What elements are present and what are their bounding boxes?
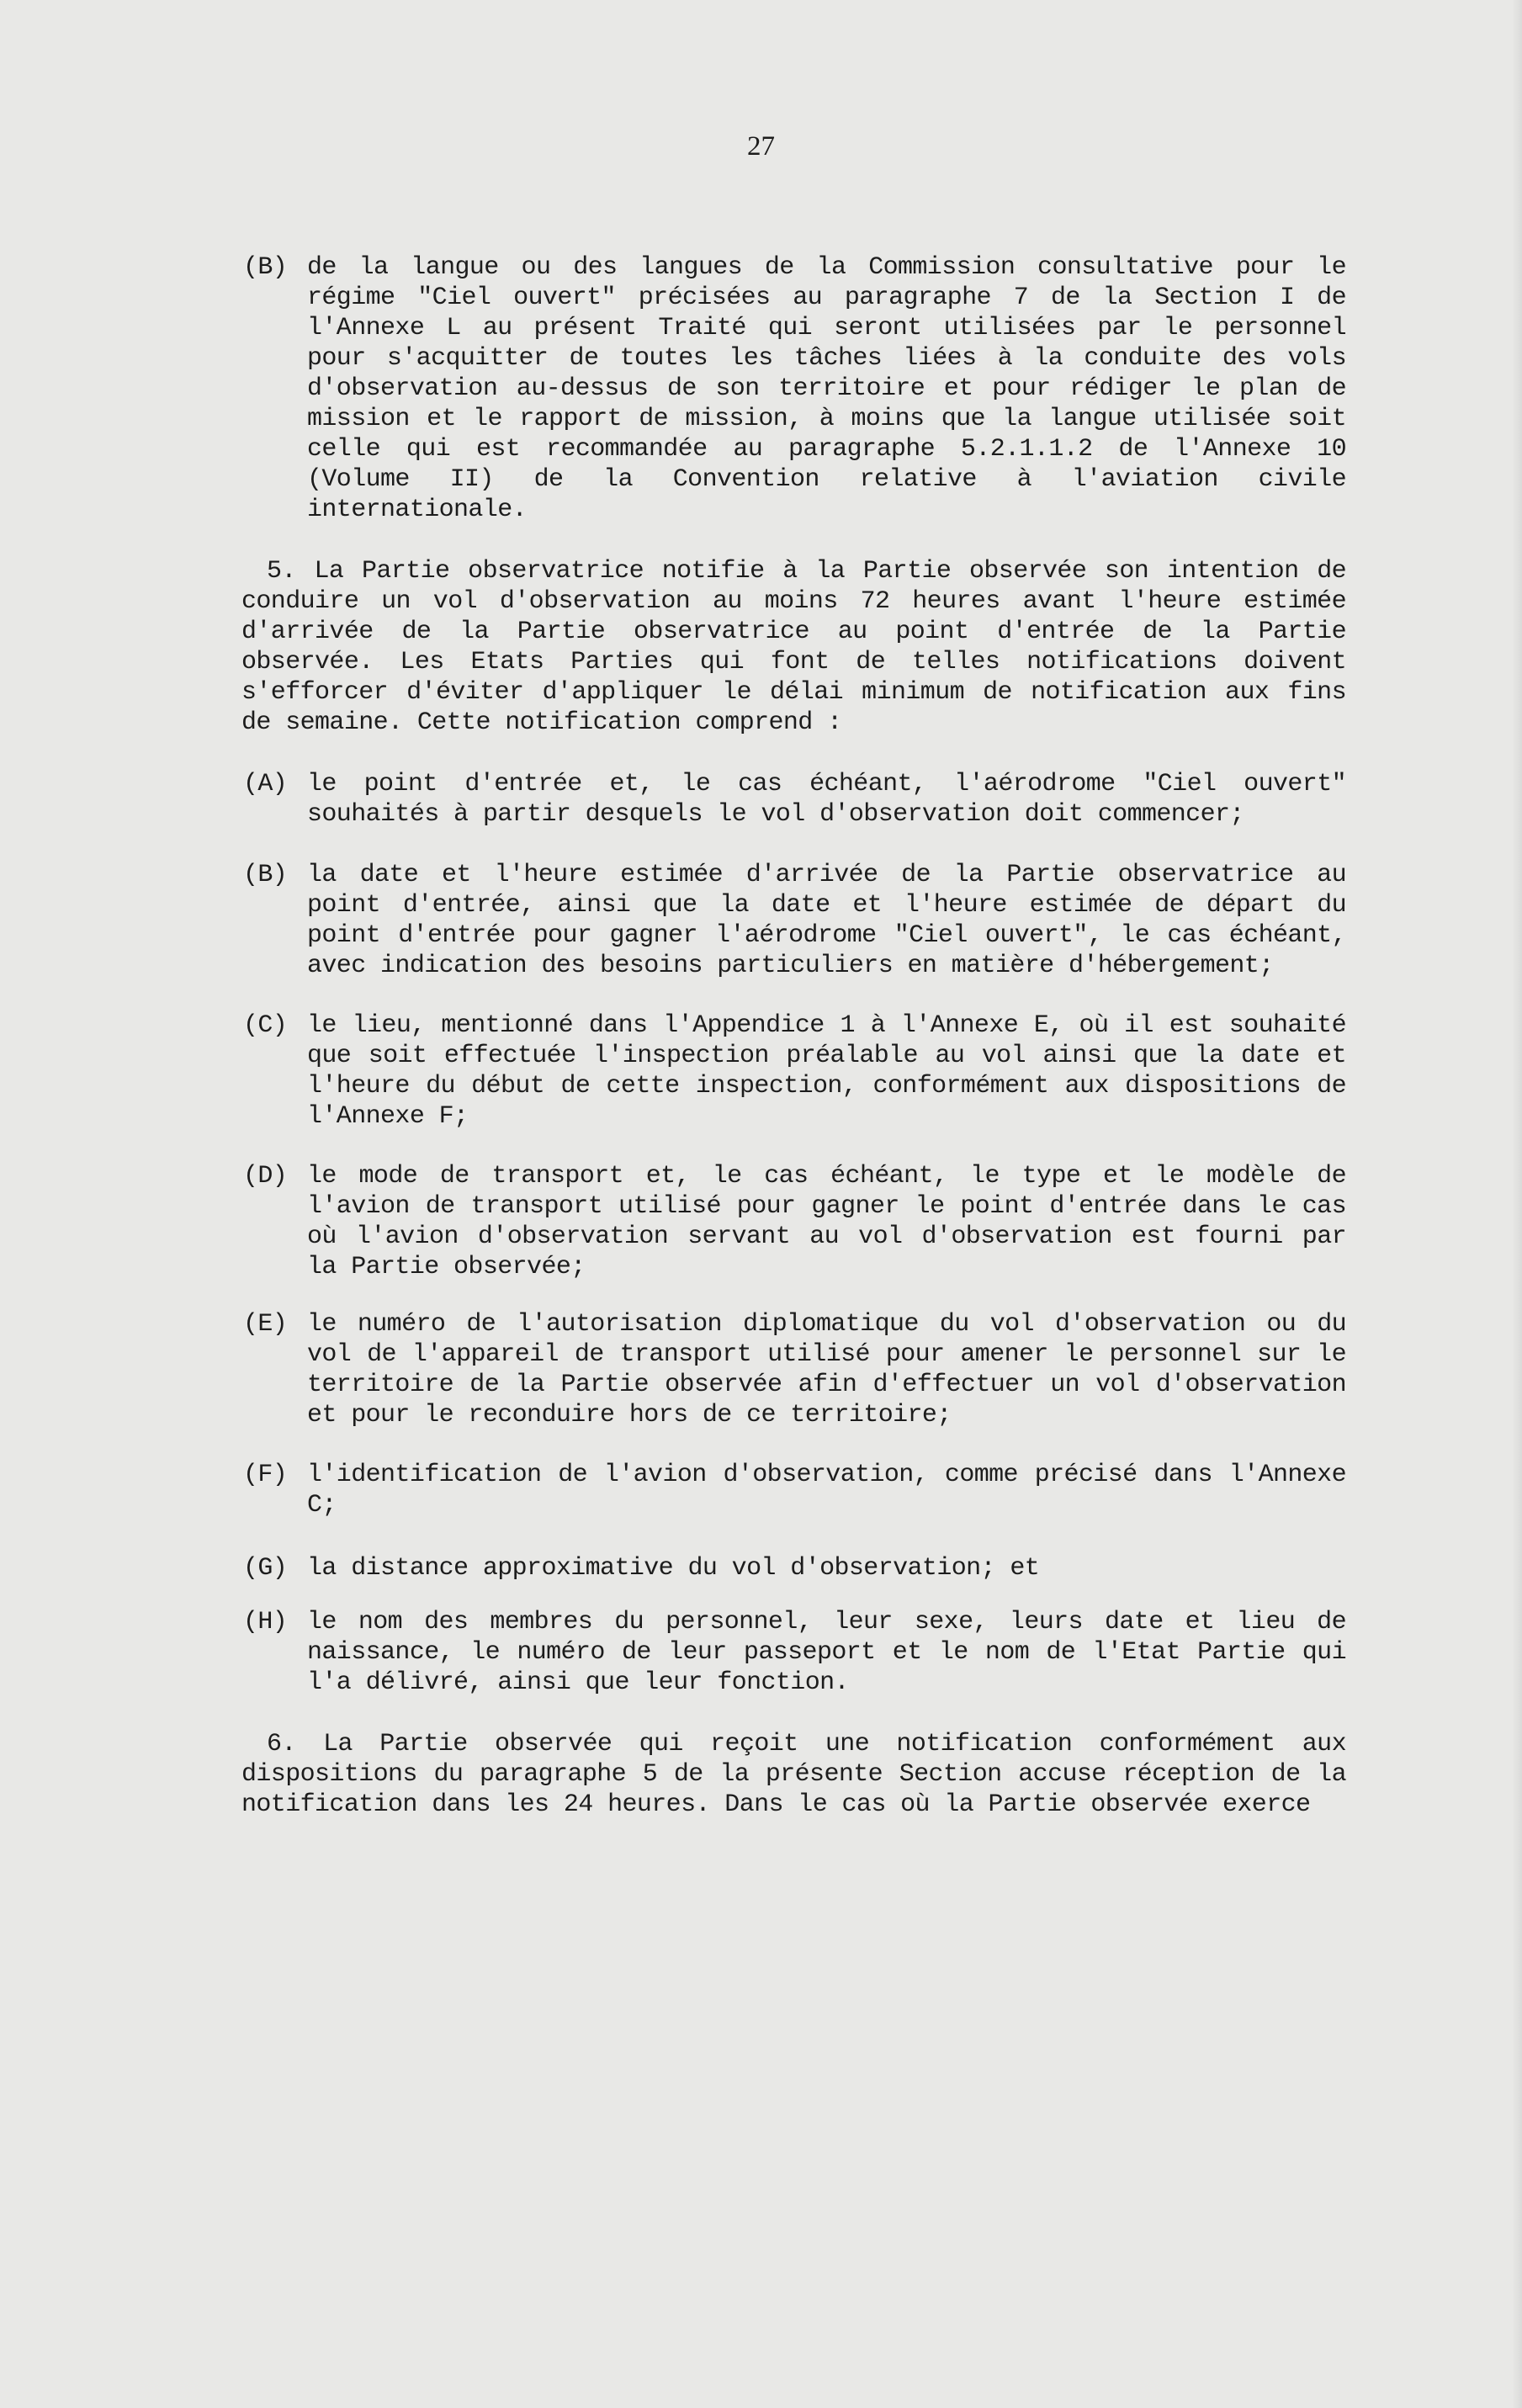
paragraph-6: 6. La Partie observée qui reçoit une notification conformément aux dispositions du paragraphe 5 de la présente Section accuse réception de la notification dans les 24 heures. Dans le cas où la Partie observée exerce xyxy=(241,1730,1346,1819)
page-edge-shadow xyxy=(1512,0,1522,2408)
list-item-f xyxy=(243,1460,1346,1520)
list-item-text: la distance approximative du vol d'observation; et xyxy=(307,1554,1040,1583)
list-item-h xyxy=(243,1607,1346,1698)
list-item-c xyxy=(243,1010,1346,1132)
list-item-text: le lieu, mentionné dans l'Appendice 1 à l'Annexe E, où il est souhaité que soit effectuée l'inspection préalable au vol ainsi que la date et l'heure du début de cette inspection, conformément aux dispositions de l'Annexe F; xyxy=(307,1011,1346,1131)
list-item-text: le mode de transport et, le cas échéant, le type et le modèle de l'avion de transport utilisé pour gagner le point d'entrée dans le cas où l'avion d'observation servant au vol d'observation est fourni par la Partie observée; xyxy=(307,1162,1346,1281)
list-item-g xyxy=(243,1553,1346,1583)
list-item-label: (B) xyxy=(243,253,288,282)
list-item-b xyxy=(243,860,1346,981)
list-item-text: le point d'entrée et, le cas échéant, l'aérodrome "Ciel ouvert" souhaités à partir desquels le vol d'observation doit commencer; xyxy=(307,770,1346,829)
list-item-label: (H) xyxy=(243,1608,288,1636)
list-item-text: l'identification de l'avion d'observation, comme précisé dans l'Annexe C; xyxy=(307,1461,1346,1520)
list-item-label: (D) xyxy=(243,1162,288,1191)
page-number: 27 xyxy=(747,131,775,162)
paragraph-5: 5. La Partie observatrice notifie à la Partie observée son intention de conduire un vol d'observation au moins 72 heures avant l'heure estimée d'arrivée de la Partie observatrice au point d'entrée de la Partie observée. Les Etats Parties qui font de telles notifications doivent s'efforcer d'éviter d'appliquer le délai minimum de notification aux fins de semaine. Cette notification comprend : xyxy=(241,557,1346,737)
list-item-text: le numéro de l'autorisation diplomatique du vol d'observation ou du vol de l'appareil de transport utilisé pour amener le personnel sur le territoire de la Partie observée afin d'effectuer un vol d'observation et pour le reconduire hors de ce territoire; xyxy=(307,1310,1346,1429)
list-item-b-continued xyxy=(243,252,1346,525)
list-item-label: (B) xyxy=(243,861,288,889)
list-item-a xyxy=(243,769,1346,830)
list-item-label: (C) xyxy=(243,1011,288,1040)
list-item-text: de la langue ou des langues de la Commission consultative pour le régime "Ciel ouvert" précisées au paragraphe 7 de la Section I de l'Annexe L au présent Traité qui seront utilisées par le personnel pour s'acquitter de toutes les tâches liées à la conduite des vols d'observation au-dessus de son territoire et pour rédiger le plan de mission et le rapport de mission, à moins que la langue utilisée soit celle qui est recommandée au paragraphe 5.2.1.1.2 de l'Annexe 10 (Volume II) de la Convention relative à l'aviation civile internationale. xyxy=(307,253,1346,524)
list-item-text: la date et l'heure estimée d'arrivée de la Partie observatrice au point d'entrée, ainsi que la date et l'heure estimée de départ du point d'entrée pour gagner l'aérodrome "Ciel ouvert", le cas échéant, avec indication des besoins particuliers en matière d'hébergement; xyxy=(307,861,1346,980)
list-item-label: (G) xyxy=(243,1554,288,1583)
list-item-label: (A) xyxy=(243,770,288,798)
list-item-text: le nom des membres du personnel, leur sexe, leurs date et lieu de naissance, le numéro de leur passeport et le nom de l'Etat Partie qui l'a délivré, ainsi que leur fonction. xyxy=(307,1608,1346,1697)
list-item-d xyxy=(243,1161,1346,1282)
list-item-e xyxy=(243,1309,1346,1430)
list-item-label: (F) xyxy=(243,1461,288,1489)
list-item-label: (E) xyxy=(243,1310,288,1339)
